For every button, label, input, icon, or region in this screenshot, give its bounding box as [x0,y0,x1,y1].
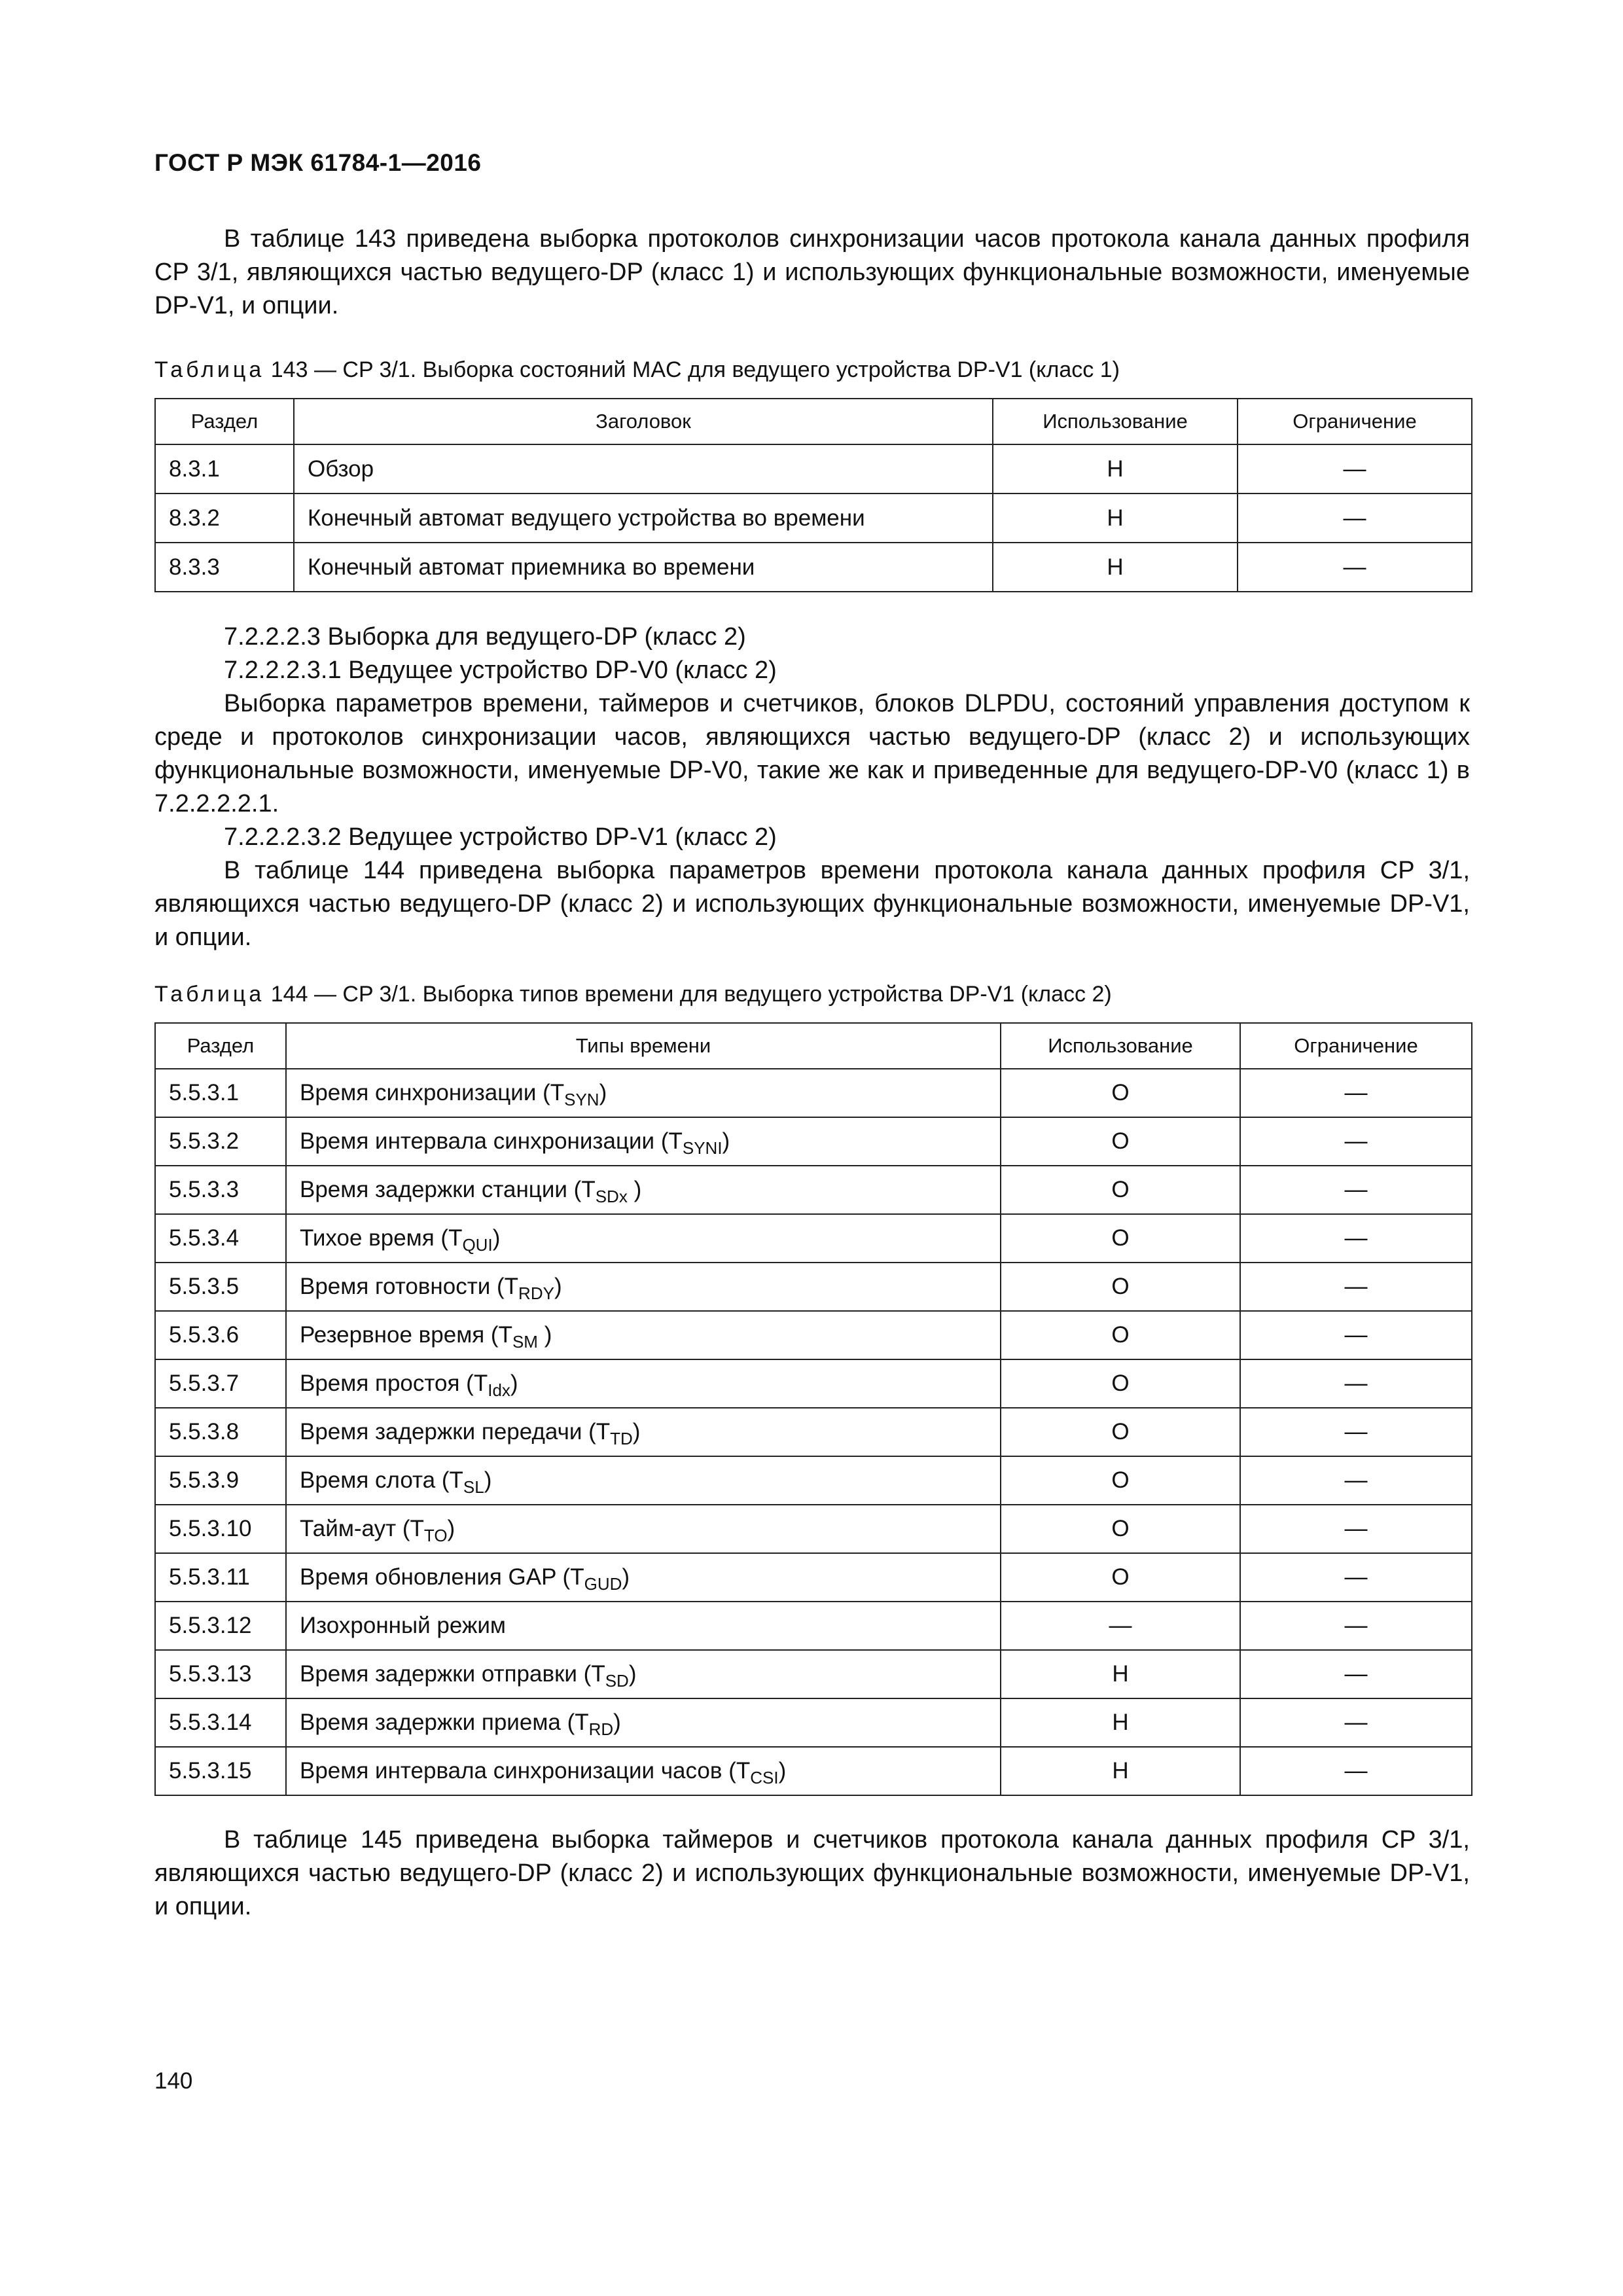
time-type-name: Тайм-аут (T [300,1516,424,1541]
table-row [155,1456,1472,1505]
time-type-close: ) [484,1467,492,1493]
time-type-subscript: SM [512,1332,538,1352]
document-code: ГОСТ Р МЭК 61784-1—2016 [154,149,482,176]
table-144-body [155,1069,1472,1795]
time-type-close: ) [599,1080,607,1105]
time-type-name: Тихое время (T [300,1225,463,1251]
cell-section: 8.3.2 [155,493,294,543]
table-row [155,1311,1472,1359]
table-row [155,1166,1472,1214]
cell-section: 5.5.3.13 [155,1650,286,1698]
table-row [155,1747,1472,1795]
cell-usage: О [1001,1214,1240,1263]
table144-caption-label: Таблица [154,982,265,1007]
cell-time-type [286,1166,1001,1214]
time-type-name: Время задержки приема (T [300,1710,589,1735]
table-143 [154,398,1472,592]
intro-paragraph-text: В таблице 143 приведена выборка протоколов синхронизации часов протокола канала данных профиля CP 3/1, являющихся частью ведущего-DP (класс 1) и использующих функциональные возможности, именуемые DP-V1, и опции. [154,225,1470,319]
cell-usage: О [1001,1311,1240,1359]
time-type-subscript: CSI [750,1768,779,1787]
cell-limit: — [1240,1117,1472,1166]
table144-intro-text: В таблице 144 приведена выборка параметров времени протокола канала данных профиля CP 3/1, являющихся частью ведущего-DP (класс 2) и использующих функциональные возможности, именуемые DP-V1, и опции. [154,857,1470,951]
cell-usage: Н [993,444,1238,493]
time-type-name: Время готовности (T [300,1274,519,1299]
cell-section: 5.5.3.10 [155,1505,286,1553]
time-type-name: Изохронный режим [300,1613,506,1638]
cell-limit: — [1240,1069,1472,1117]
cell-section: 5.5.3.15 [155,1747,286,1795]
cell-usage: О [1001,1456,1240,1505]
table-row [155,1698,1472,1747]
cell-section: 5.5.3.7 [155,1359,286,1408]
cell-usage: Н [993,493,1238,543]
cell-time-type [286,1311,1001,1359]
cell-usage: Н [1001,1698,1240,1747]
cell-section: 5.5.3.12 [155,1602,286,1650]
table-row [155,1117,1472,1166]
table-row [155,1602,1472,1650]
section-heading-7-2-2-2-3: 7.2.2.2.3 Выборка для ведущего-DP (класс 2) [224,623,746,651]
column-header-section: Раздел [155,1023,286,1069]
time-type-subscript: QUI [462,1235,493,1255]
time-type-name: Резервное время (T [300,1322,512,1348]
time-type-subscript: TO [423,1526,448,1545]
time-type-close: ) [632,1419,641,1444]
table-row [155,444,1472,493]
time-type-name: Время синхронизации (T [300,1080,565,1105]
cell-time-type [286,1117,1001,1166]
cell-limit: — [1238,444,1472,493]
table143-caption [154,357,1120,383]
table145-intro-text: В таблице 145 приведена выборка таймеров и счетчиков протокола канала данных профиля CP 3/1, являющихся частью ведущего-DP (класс 2) и использующих функциональные возможности, именуемые DP-V1, и опции. [154,1826,1470,1920]
cell-usage: О [1001,1166,1240,1214]
page-number: 140 [154,2068,193,2094]
time-type-close: ) [613,1710,621,1735]
cell-limit: — [1240,1456,1472,1505]
cell-limit: — [1240,1263,1472,1311]
cell-limit: — [1238,543,1472,592]
table-row [155,1505,1472,1553]
dpv0-paragraph [154,687,1470,821]
cell-time-type [286,1214,1001,1263]
cell-limit: — [1240,1650,1472,1698]
cell-time-type [286,1650,1001,1698]
cell-usage: — [1001,1602,1240,1650]
cell-limit: — [1240,1698,1472,1747]
cell-limit: — [1240,1166,1472,1214]
cell-section: 5.5.3.5 [155,1263,286,1311]
time-type-name: Время задержки передачи (T [300,1419,611,1444]
time-type-close: ) [628,1661,637,1687]
table-header-row [155,1023,1472,1069]
cell-section: 8.3.1 [155,444,294,493]
time-type-close: ) [537,1322,552,1348]
cell-time-type [286,1602,1001,1650]
cell-time-type [286,1747,1001,1795]
cell-section: 5.5.3.1 [155,1069,286,1117]
cell-limit: — [1240,1408,1472,1456]
table144-caption [154,981,1112,1007]
column-header-section: Раздел [155,399,294,444]
column-header-time-types: Типы времени [286,1023,1001,1069]
column-header-title: Заголовок [294,399,993,444]
cell-time-type [286,1505,1001,1553]
column-header-usage: Использование [993,399,1238,444]
cell-limit: — [1240,1747,1472,1795]
time-type-close: ) [622,1564,630,1590]
cell-limit: — [1238,493,1472,543]
time-type-subscript: RD [588,1719,614,1739]
table144-intro-paragraph [154,854,1470,954]
cell-limit: — [1240,1602,1472,1650]
time-type-name: Время задержки отправки (T [300,1661,605,1687]
cell-usage: О [1001,1408,1240,1456]
table-144 [154,1022,1472,1796]
table-row [155,1069,1472,1117]
cell-usage: О [1001,1263,1240,1311]
section-heading-7-2-2-2-3-1: 7.2.2.2.3.1 Ведущее устройство DP-V0 (класс 2) [224,656,777,684]
cell-section: 5.5.3.6 [155,1311,286,1359]
time-type-subscript: SDx [595,1187,628,1206]
cell-section: 5.5.3.8 [155,1408,286,1456]
cell-section: 8.3.3 [155,543,294,592]
table144-caption-text: 144 — CP 3/1. Выборка типов времени для ведущего устройства DP-V1 (класс 2) [270,982,1112,1007]
table-row [155,1359,1472,1408]
time-type-close: ) [627,1177,642,1202]
cell-time-type [286,1069,1001,1117]
table-row [155,493,1472,543]
table-row [155,1650,1472,1698]
cell-usage: Н [993,543,1238,592]
time-type-subscript: SYNI [682,1138,722,1158]
time-type-name: Время интервала синхронизации часов (T [300,1758,751,1784]
time-type-close: ) [778,1758,787,1784]
cell-section: 5.5.3.3 [155,1166,286,1214]
cell-title: Конечный автомат приемника во времени [294,543,993,592]
table-header-row [155,399,1472,444]
time-type-close: ) [722,1128,730,1154]
time-type-name: Время простоя (T [300,1371,488,1396]
time-type-subscript: RDY [518,1283,554,1303]
time-type-subscript: SD [605,1671,629,1691]
section-heading-7-2-2-2-3-2: 7.2.2.2.3.2 Ведущее устройство DP-V1 (класс 2) [224,823,777,851]
dpv0-paragraph-text: Выборка параметров времени, таймеров и счетчиков, блоков DLPDU, состояний управления доступом к среде и протоколов синхронизации часов, являющихся частью ведущего-DP (класс 2) и использующих функциональные возможности, именуемые DP-V0, такие же как и приведенные для ведущего-DP-V0 (класс 1) в 7.2.2.2.2.1. [154,690,1470,817]
time-type-subscript: SL [463,1477,484,1497]
table-row [155,1553,1472,1602]
column-header-limit: Ограничение [1240,1023,1472,1069]
cell-section: 5.5.3.11 [155,1553,286,1602]
table-row [155,1408,1472,1456]
cell-usage: О [1001,1359,1240,1408]
cell-section: 5.5.3.9 [155,1456,286,1505]
column-header-usage: Использование [1001,1023,1240,1069]
cell-time-type [286,1698,1001,1747]
time-type-close: ) [492,1225,501,1251]
time-type-name: Время слота (T [300,1467,463,1493]
cell-time-type [286,1456,1001,1505]
cell-limit: — [1240,1505,1472,1553]
table143-caption-text: 143 — CP 3/1. Выборка состояний MAC для ведущего устройства DP-V1 (класс 1) [270,357,1120,382]
cell-section: 5.5.3.14 [155,1698,286,1747]
time-type-subscript: SYN [564,1090,599,1109]
cell-usage: О [1001,1505,1240,1553]
cell-time-type [286,1263,1001,1311]
cell-limit: — [1240,1214,1472,1263]
time-type-name: Время обновления GAP (T [300,1564,584,1590]
cell-section: 5.5.3.4 [155,1214,286,1263]
cell-usage: О [1001,1553,1240,1602]
cell-time-type [286,1408,1001,1456]
cell-title: Конечный автомат ведущего устройства во времени [294,493,993,543]
intro-paragraph [154,223,1470,323]
cell-usage: Н [1001,1650,1240,1698]
column-header-limit: Ограничение [1238,399,1472,444]
time-type-name: Время интервала синхронизации (T [300,1128,683,1154]
table-row [155,543,1472,592]
cell-limit: — [1240,1553,1472,1602]
time-type-subscript: TD [610,1429,633,1448]
time-type-close: ) [510,1371,518,1396]
table143-caption-label: Таблица [154,357,265,382]
table145-intro-paragraph [154,1823,1470,1924]
time-type-close: ) [447,1516,455,1541]
cell-usage: О [1001,1069,1240,1117]
cell-usage: Н [1001,1747,1240,1795]
cell-title: Обзор [294,444,993,493]
table-row [155,1263,1472,1311]
cell-limit: — [1240,1359,1472,1408]
cell-usage: О [1001,1117,1240,1166]
time-type-close: ) [554,1274,562,1299]
time-type-subscript: Idx [488,1380,510,1400]
cell-time-type [286,1553,1001,1602]
time-type-subscript: GUD [584,1574,622,1594]
cell-section: 5.5.3.2 [155,1117,286,1166]
cell-limit: — [1240,1311,1472,1359]
cell-time-type [286,1359,1001,1408]
time-type-name: Время задержки станции (T [300,1177,596,1202]
table-row [155,1214,1472,1263]
